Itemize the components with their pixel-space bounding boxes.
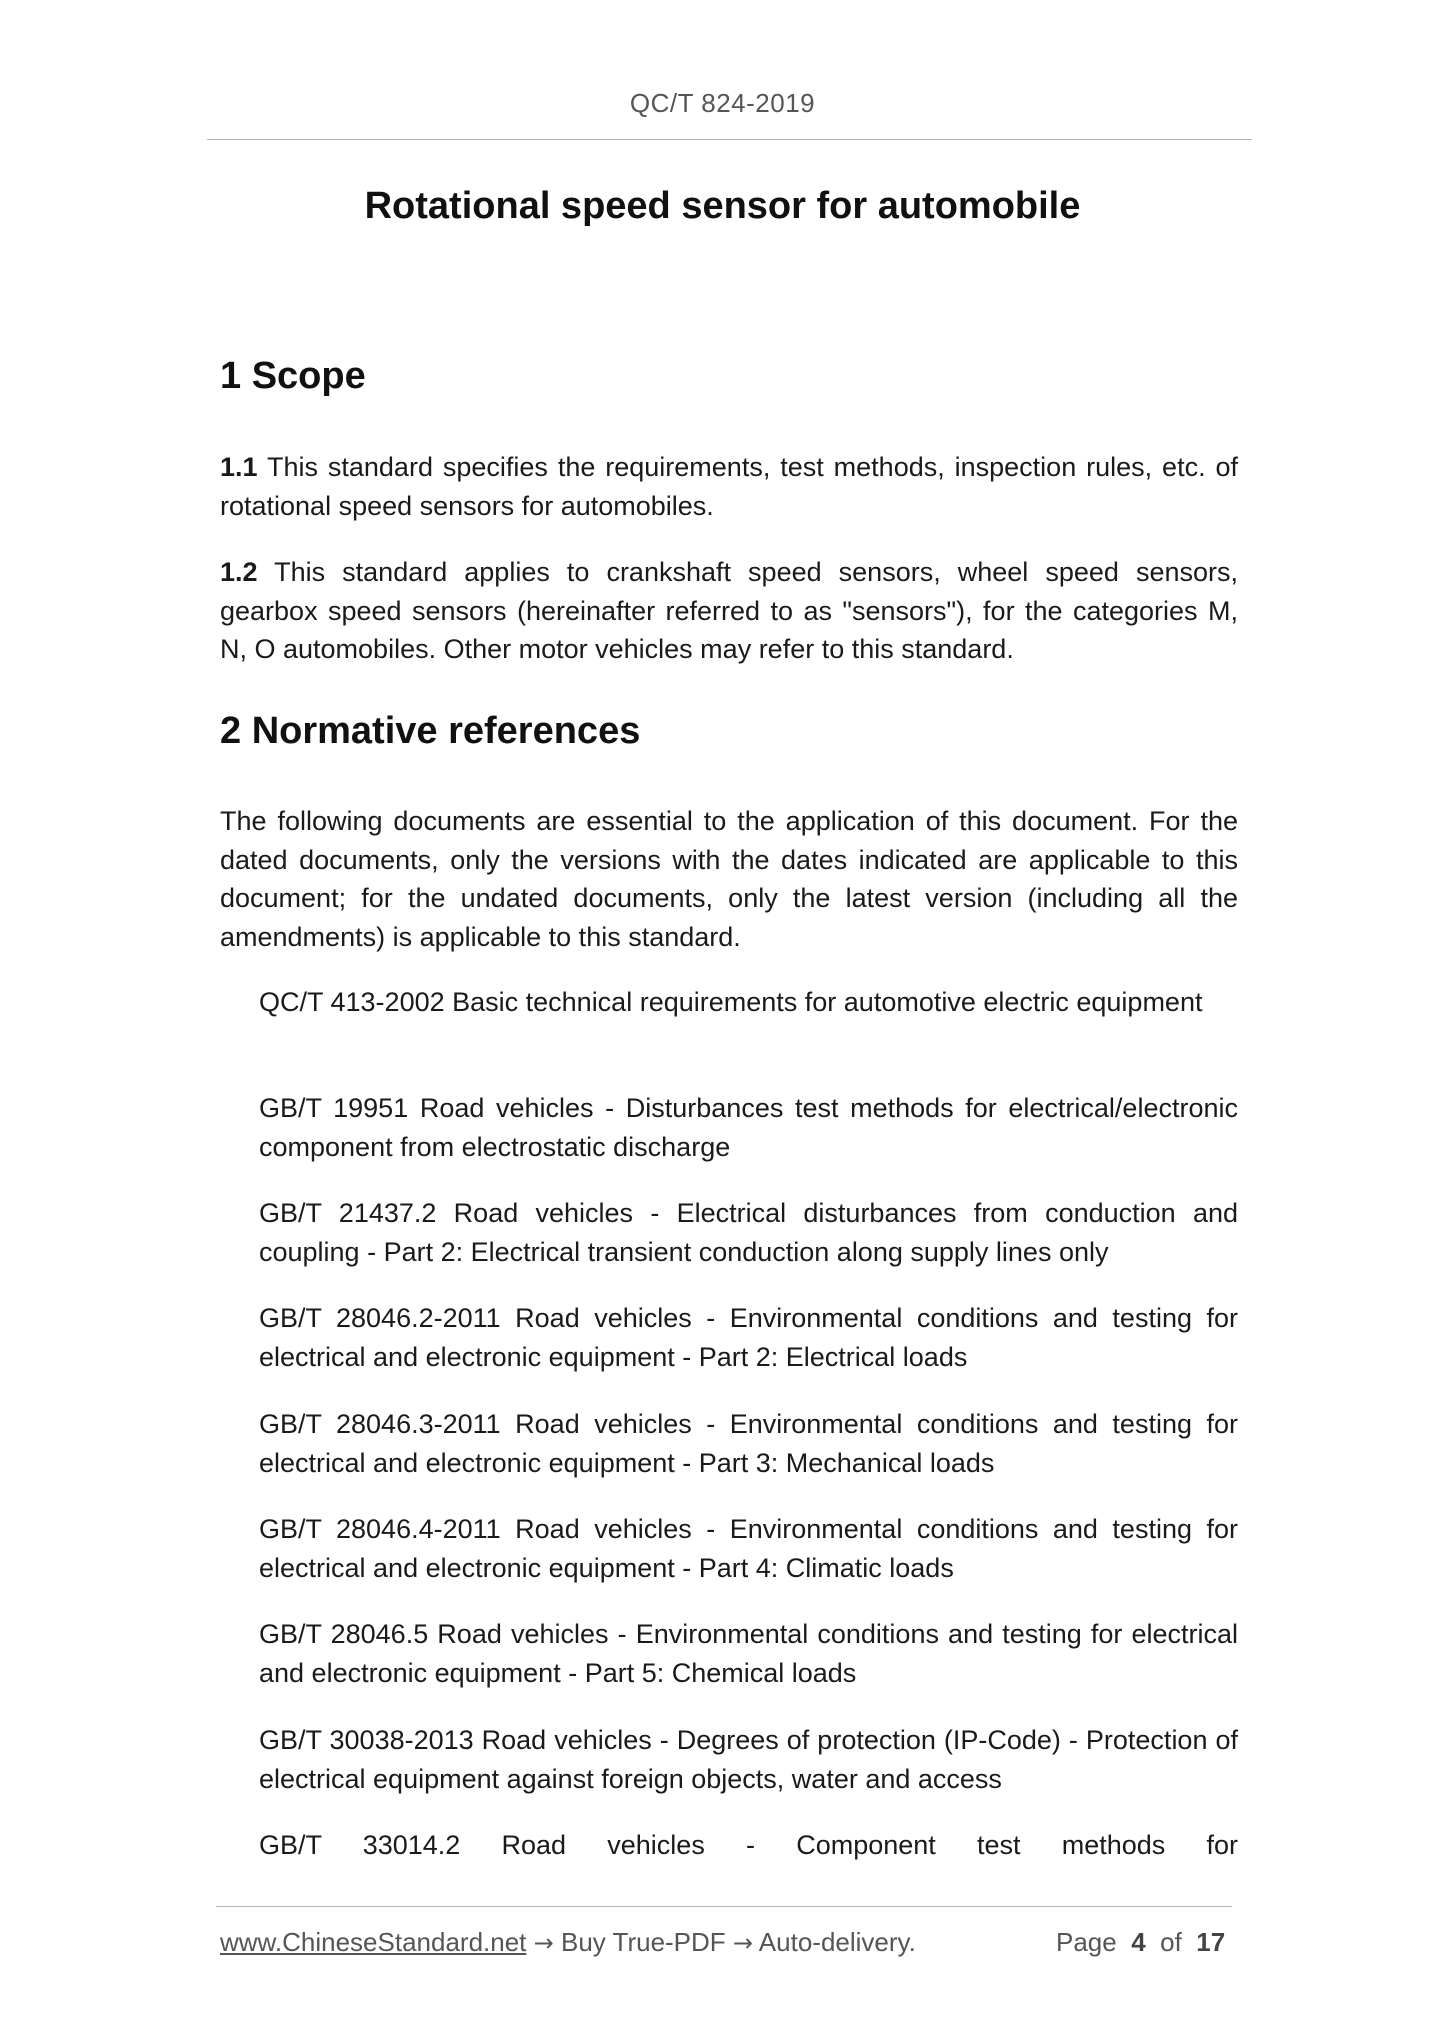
reference-item: GB/T 28046.4-2011 Road vehicles - Environmental conditions and testing for electrical and electronic equipment - Part 4: Climatic loads	[259, 1514, 1238, 1583]
section-heading-scope: 1 Scope	[220, 355, 366, 397]
normative-intro: The following documents are essential to the application of this document. For the dated documents, only the versions with the dates indicated are applicable to this document; for the undated documents, only the latest version (including all the amendments) is applicable to this standard.	[220, 806, 1238, 952]
footer-text-buy: Buy True-PDF	[553, 1927, 733, 1957]
clause-text: This standard specifies the requirements, test methods, inspection rules, etc. of rotational speed sensors for automobiles.	[220, 452, 1238, 521]
document-code-header: QC/T 824-2019	[629, 88, 816, 118]
page-of-label: of	[1160, 1927, 1182, 1957]
clause-number: 1.2	[220, 557, 258, 587]
reference-item: GB/T 30038-2013 Road vehicles - Degrees of protection (IP-Code) - Protection of electrical equipment against foreign objects, water and access	[259, 1725, 1238, 1794]
reference-item: GB/T 28046.3-2011 Road vehicles - Environmental conditions and testing for electrical and electronic equipment - Part 3: Mechanical loads	[259, 1409, 1238, 1478]
reference-item: GB/T 19951 Road vehicles - Disturbances test methods for electrical/electronic component from electrostatic discharge	[259, 1093, 1238, 1162]
clause-1-1	[220, 448, 1238, 525]
page-indicator	[1056, 1927, 1225, 1958]
header-divider	[207, 139, 1252, 140]
footer-promo	[220, 1927, 916, 1958]
section-heading-normative-references: 2 Normative references	[220, 710, 641, 752]
reference-item: GB/T 21437.2 Road vehicles - Electrical disturbances from conduction and coupling - Part 2: Electrical transient conduction along supply lines only	[259, 1198, 1238, 1267]
reference-item: GB/T 28046.5 Road vehicles - Environmental conditions and testing for electrical and electronic equipment - Part 5: Chemical loads	[259, 1619, 1238, 1688]
clause-text: This standard applies to crankshaft speed sensors, wheel speed sensors, gearbox speed sensors (hereinafter referred to as "sensors"), for the categories M, N, O automobiles. Other motor vehicles may refer to this standard.	[220, 557, 1238, 664]
page-current: 4	[1131, 1927, 1146, 1957]
arrow-right-icon: →	[732, 1929, 754, 1957]
page-total: 17	[1196, 1927, 1226, 1957]
reference-item: GB/T 33014.2 Road vehicles - Component test methods for	[259, 1830, 1238, 1860]
clause-number: 1.1	[220, 452, 258, 482]
arrow-right-icon: →	[533, 1929, 554, 1957]
reference-item: QC/T 413-2002 Basic technical requirements for automotive electric equipment	[259, 987, 1203, 1017]
page-label: Page	[1056, 1927, 1117, 1957]
footer-text-delivery: Auto-delivery.	[753, 1927, 916, 1957]
reference-item: GB/T 28046.2-2011 Road vehicles - Environmental conditions and testing for electrical and electronic equipment - Part 2: Electrical loads	[259, 1303, 1238, 1372]
document-title: Rotational speed sensor for automobile	[364, 185, 1081, 227]
clause-1-2	[220, 553, 1238, 669]
website-link[interactable]: www.ChineseStandard.net	[220, 1927, 527, 1957]
footer-divider	[216, 1906, 1232, 1907]
